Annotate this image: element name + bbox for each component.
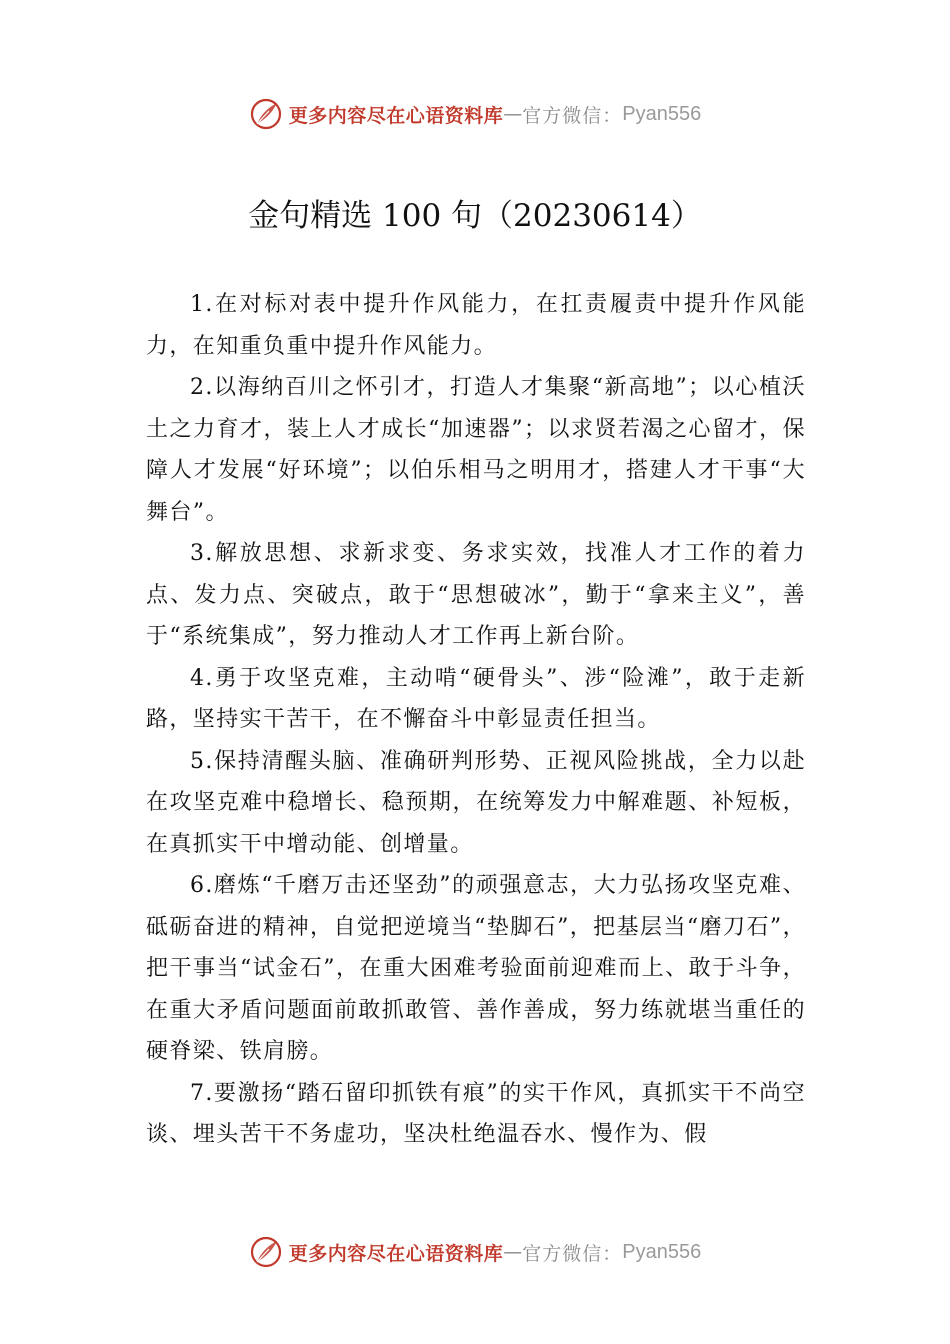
document-title: 金句精选 100 句（20230614） (248, 198, 702, 234)
quote-paragraph: 2.以海纳百川之怀引才，打造人才集聚“新高地”；以心植沃土之力育才，装上人才成长“加速器”；以求贤若渴之心留才，保障人才发展“好环境”；以伯乐相马之明用才，搭建人才干事“大舞台”。 (146, 375, 806, 525)
quote-paragraph: 7.要激扬“踏石留印抓铁有痕”的实干作风，真抓实干不尚空谈、埋头苦干不务虚功，坚决杜绝温吞水、慢作为、假 (146, 1080, 806, 1147)
watermark-brand: 更多内容尽在心语资料库 (288, 104, 504, 127)
watermark-wechat-id: Pyan556 (622, 102, 702, 125)
quote-paragraph: 1.在对标对表中提升作风能力，在扛责履责中提升作风能力，在知重负重中提升作风能力。 (146, 292, 806, 359)
quote-paragraph: 3.解放思想、求新求变、务求实效，找准人才工作的着力点、发力点、突破点，敢于“思想破冰”，勤于“拿来主义”，善于“系统集成”，努力推动人才工作再上新台阶。 (146, 541, 806, 649)
document-body (146, 284, 806, 1156)
header-watermark (0, 94, 950, 134)
watermark-dash: — (503, 103, 523, 125)
watermark-wechat-id: Pyan556 (622, 1240, 702, 1263)
quote-paragraph: 6.磨炼“千磨万击还坚劲”的顽强意志，大力弘扬攻坚克难、砥砺奋进的精神，自觉把逆境当“垫脚石”，把基层当“磨刀石”，把干事当“试金石”，在重大困难考验面前迎难而上、敢于斗争，在重大矛盾问题面前敢抓敢管、善作善成，努力练就堪当重任的硬脊梁、铁肩膀。 (146, 873, 806, 1064)
quote-paragraph: 5.保持清醒头脑、准确研判形势、正视风险挑战，全力以赴在攻坚克难中稳增长、稳预期，在统筹发力中解难题、补短板，在真抓实干中增动能、创增量。 (146, 748, 806, 857)
quote-paragraph: 4.勇于攻坚克难，主动啃“硬骨头”、涉“险滩”，敢于走新路，坚持实干苦干，在不懈奋斗中彰显责任担当。 (146, 665, 806, 732)
footer-watermark (0, 1232, 950, 1272)
watermark-label: 官方微信： (522, 1242, 623, 1265)
watermark-label: 官方微信： (522, 104, 623, 127)
watermark-dash: — (503, 1241, 523, 1263)
feather-pen-logo-icon (249, 97, 283, 131)
feather-pen-logo-icon (249, 1235, 283, 1269)
watermark-brand: 更多内容尽在心语资料库 (288, 1242, 504, 1265)
